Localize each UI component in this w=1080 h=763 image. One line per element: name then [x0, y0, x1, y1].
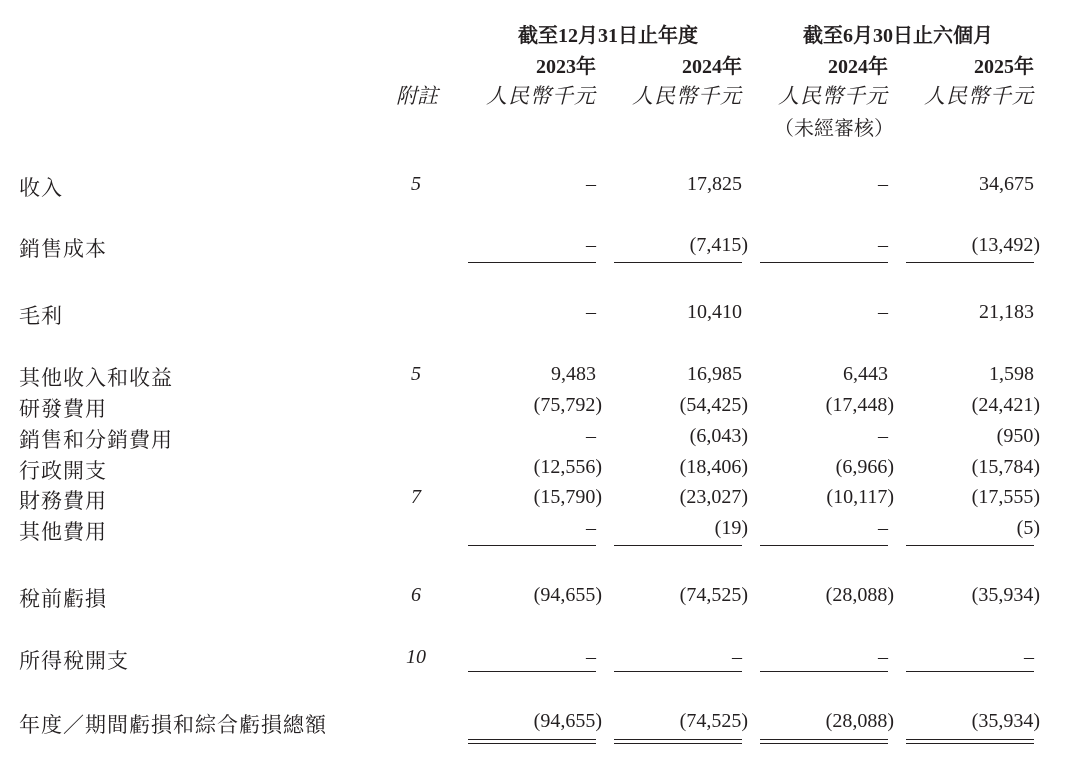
cell-value: 34,675: [979, 173, 1034, 195]
total-double-rule: [468, 739, 596, 744]
cell-value: –: [1024, 646, 1034, 668]
cell-value: –: [878, 234, 888, 256]
cell-value: –: [586, 646, 596, 668]
subtotal-rule: [468, 545, 596, 546]
header-unit-1: 人民幣千元: [486, 84, 596, 108]
cell-value: 9,483: [551, 363, 596, 385]
row-note-finance-costs: 7: [411, 486, 421, 508]
cell-value: (15,790): [533, 486, 602, 508]
cell-value: (6,043): [689, 425, 748, 447]
cell-value: (950): [996, 425, 1040, 447]
subtotal-rule: [614, 671, 742, 672]
row-label-admin-expenses: 行政開支: [19, 459, 107, 483]
row-label-selling-expenses: 銷售和分銷費用: [19, 428, 173, 452]
row-note-income-tax: 10: [406, 646, 426, 668]
cell-value: (6,966): [835, 456, 894, 478]
cell-value: –: [586, 301, 596, 323]
header-year-4: 2025年: [974, 56, 1034, 78]
subtotal-rule: [906, 545, 1034, 546]
cell-value: (94,655): [533, 584, 602, 606]
header-unit-4: 人民幣千元: [924, 84, 1034, 108]
subtotal-rule: [468, 671, 596, 672]
cell-value: (13,492): [971, 234, 1040, 256]
cell-value: (28,088): [825, 710, 894, 732]
cell-value: –: [586, 425, 596, 447]
header-group-year: 截至12月31日止年度: [518, 25, 698, 47]
row-note-revenue: 5: [411, 173, 421, 195]
cell-value: 21,183: [979, 301, 1034, 323]
cell-value: –: [586, 234, 596, 256]
cell-value: (17,555): [971, 486, 1040, 508]
row-label-loss-before-tax: 稅前虧損: [19, 587, 107, 611]
cell-value: (12,556): [533, 456, 602, 478]
cell-value: 6,443: [843, 363, 888, 385]
header-unit-2: 人民幣千元: [632, 84, 742, 108]
row-label-total-loss: 年度／期間虧損和綜合虧損總額: [19, 713, 327, 737]
subtotal-rule: [906, 671, 1034, 672]
cell-value: –: [878, 425, 888, 447]
row-label-finance-costs: 財務費用: [19, 489, 107, 513]
subtotal-rule: [760, 262, 888, 263]
row-label-cost-of-sales: 銷售成本: [19, 237, 107, 261]
total-double-rule: [760, 739, 888, 744]
cell-value: (23,027): [679, 486, 748, 508]
cell-value: –: [878, 301, 888, 323]
subtotal-rule: [468, 262, 596, 263]
cell-value: (75,792): [533, 394, 602, 416]
cell-value: (28,088): [825, 584, 894, 606]
cell-value: (17,448): [825, 394, 894, 416]
cell-value: (35,934): [971, 584, 1040, 606]
row-label-income-tax: 所得稅開支: [19, 649, 129, 673]
row-note-loss-before-tax: 6: [411, 584, 421, 606]
header-note-label: 附註: [396, 84, 438, 108]
cell-value: (54,425): [679, 394, 748, 416]
cell-value: 10,410: [687, 301, 742, 323]
header-year-2: 2024年: [682, 56, 742, 78]
cell-value: –: [732, 646, 742, 668]
cell-value: 17,825: [687, 173, 742, 195]
header-year-3: 2024年: [828, 56, 888, 78]
cell-value: (94,655): [533, 710, 602, 732]
subtotal-rule: [906, 262, 1034, 263]
cell-value: (5): [1016, 517, 1040, 539]
cell-value: –: [586, 517, 596, 539]
cell-value: (24,421): [971, 394, 1040, 416]
header-group-half: 截至6月30日止六個月: [803, 25, 993, 47]
cell-value: (10,117): [826, 486, 894, 508]
cell-value: (18,406): [679, 456, 748, 478]
row-note-other-income: 5: [411, 363, 421, 385]
subtotal-rule: [614, 545, 742, 546]
subtotal-rule: [760, 671, 888, 672]
cell-value: (7,415): [689, 234, 748, 256]
cell-value: –: [878, 646, 888, 668]
subtotal-rule: [760, 545, 888, 546]
row-label-rd-expenses: 研發費用: [19, 397, 107, 421]
cell-value: –: [878, 173, 888, 195]
cell-value: –: [586, 173, 596, 195]
total-double-rule: [906, 739, 1034, 744]
cell-value: (15,784): [971, 456, 1040, 478]
cell-value: (35,934): [971, 710, 1040, 732]
cell-value: (74,525): [679, 710, 748, 732]
header-unit-3: 人民幣千元: [778, 84, 888, 108]
total-double-rule: [614, 739, 742, 744]
row-label-gross-profit: 毛利: [19, 304, 63, 328]
header-unaudited: （未經審核）: [774, 118, 894, 140]
row-label-revenue: 收入: [19, 176, 63, 200]
cell-value: –: [878, 517, 888, 539]
subtotal-rule: [614, 262, 742, 263]
cell-value: (19): [714, 517, 748, 539]
cell-value: 1,598: [989, 363, 1034, 385]
cell-value: (74,525): [679, 584, 748, 606]
header-year-1: 2023年: [536, 56, 596, 78]
row-label-other-income: 其他收入和收益: [19, 366, 173, 390]
row-label-other-expenses: 其他費用: [19, 520, 107, 544]
cell-value: 16,985: [687, 363, 742, 385]
